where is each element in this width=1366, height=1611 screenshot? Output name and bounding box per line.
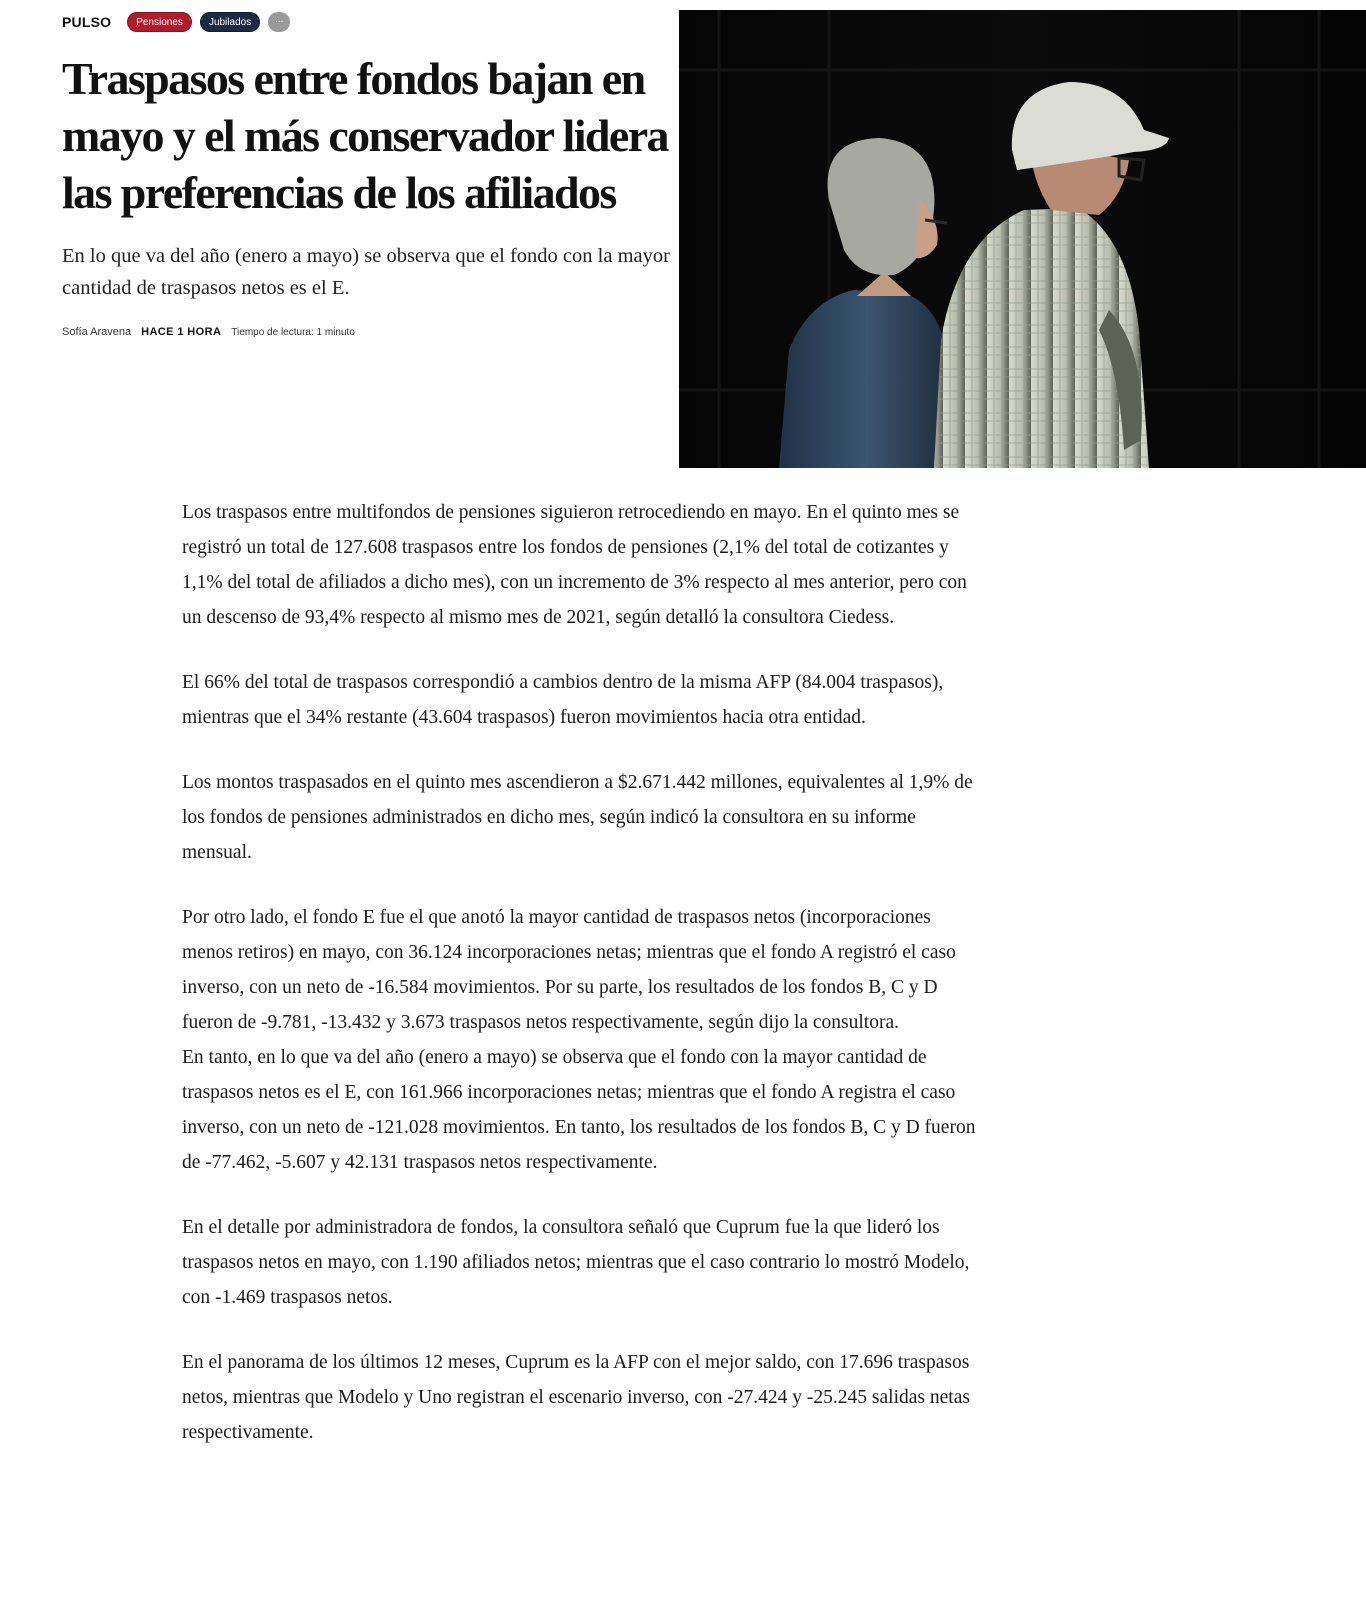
hero-photo-elderly-couple <box>679 10 1366 468</box>
tag-pensiones[interactable]: Pensiones <box>127 12 192 32</box>
article-topbar <box>62 11 290 33</box>
article-paragraph: En tanto, en lo que va del año (enero a mayo) se observa que el fondo con la mayor cantidad de traspasos netos es el E, con 161.966 incorporaciones netas; mientras que el fondo A registra el caso inverso, con un neto de -121.028 movimientos. En tanto, los resultados de los fondos B, C y D fueron de -77.462, -5.607 y 42.131 traspasos netos respectivamente. <box>182 1047 976 1173</box>
section-label[interactable]: PULSO <box>62 14 112 30</box>
author-name[interactable]: Sofía Aravena <box>62 326 132 338</box>
article-paragraph: Los montos traspasados en el quinto mes ascendieron a $2.671.442 millones, equivalentes al 1,9% de los fondos de pensiones administrados en dicho mes, según indicó la consultora en su informe mensual. <box>182 772 973 863</box>
publish-time: HACE 1 HORA <box>141 326 222 338</box>
article-paragraph: Los traspasos entre multifondos de pensiones siguieron retrocediendo en mayo. En el quinto mes se registró un total de 127.608 traspasos entre los fondos de pensiones (2,1% del total de cotizantes y 1,1% del total de afiliados a dicho mes), con un incremento de 3% respecto al mes anterior, pero con un descenso de 93,4% respecto al mismo mes de 2021, según detalló la consultora Ciedess. <box>182 502 967 628</box>
article-headline: Traspasos entre fondos bajan en mayo y el más conservador lidera las preferencias de los afiliados <box>62 53 668 218</box>
article-paragraph: En el detalle por administradora de fondos, la consultora señaló que Cuprum fue la que lideró los traspasos netos en mayo, con 1.190 afiliados netos; mientras que el caso contrario lo mostró Modelo, con -1.469 traspasos netos. <box>182 1217 970 1308</box>
more-tags-button[interactable]: ... <box>268 12 290 32</box>
article-meta <box>62 326 355 338</box>
article-body <box>182 495 982 1480</box>
article-subtitle: En lo que va del año (enero a mayo) se observa que el fondo con la mayor cantidad de traspasos netos es el E. <box>62 245 670 299</box>
reading-time: Tiempo de lectura: 1 minuto <box>231 327 355 338</box>
hero-image <box>679 10 1366 468</box>
tag-jubilados[interactable]: Jubilados <box>200 12 260 32</box>
article-paragraph: Por otro lado, el fondo E fue el que anotó la mayor cantidad de traspasos netos (incorporaciones menos retiros) en mayo, con 36.124 incorporaciones netas; mientras que el fondo A registró el caso inverso, con un neto de -16.584 movimientos. Por su parte, los resultados de los fondos B, C y D fueron de -9.781, -13.432 y 3.673 traspasos netos respectivamente, según dijo la consultora. <box>182 907 956 1033</box>
article-paragraph: El 66% del total de traspasos correspondió a cambios dentro de la misma AFP (84.004 traspasos), mientras que el 34% restante (43.604 traspasos) fueron movimientos hacia otra entidad. <box>182 672 944 728</box>
article-paragraph: En el panorama de los últimos 12 meses, Cuprum es la AFP con el mejor saldo, con 17.696 traspasos netos, mientras que Modelo y Uno registran el escenario inverso, con -27.424 y -25.245 salidas netas respectivamente. <box>182 1352 970 1443</box>
